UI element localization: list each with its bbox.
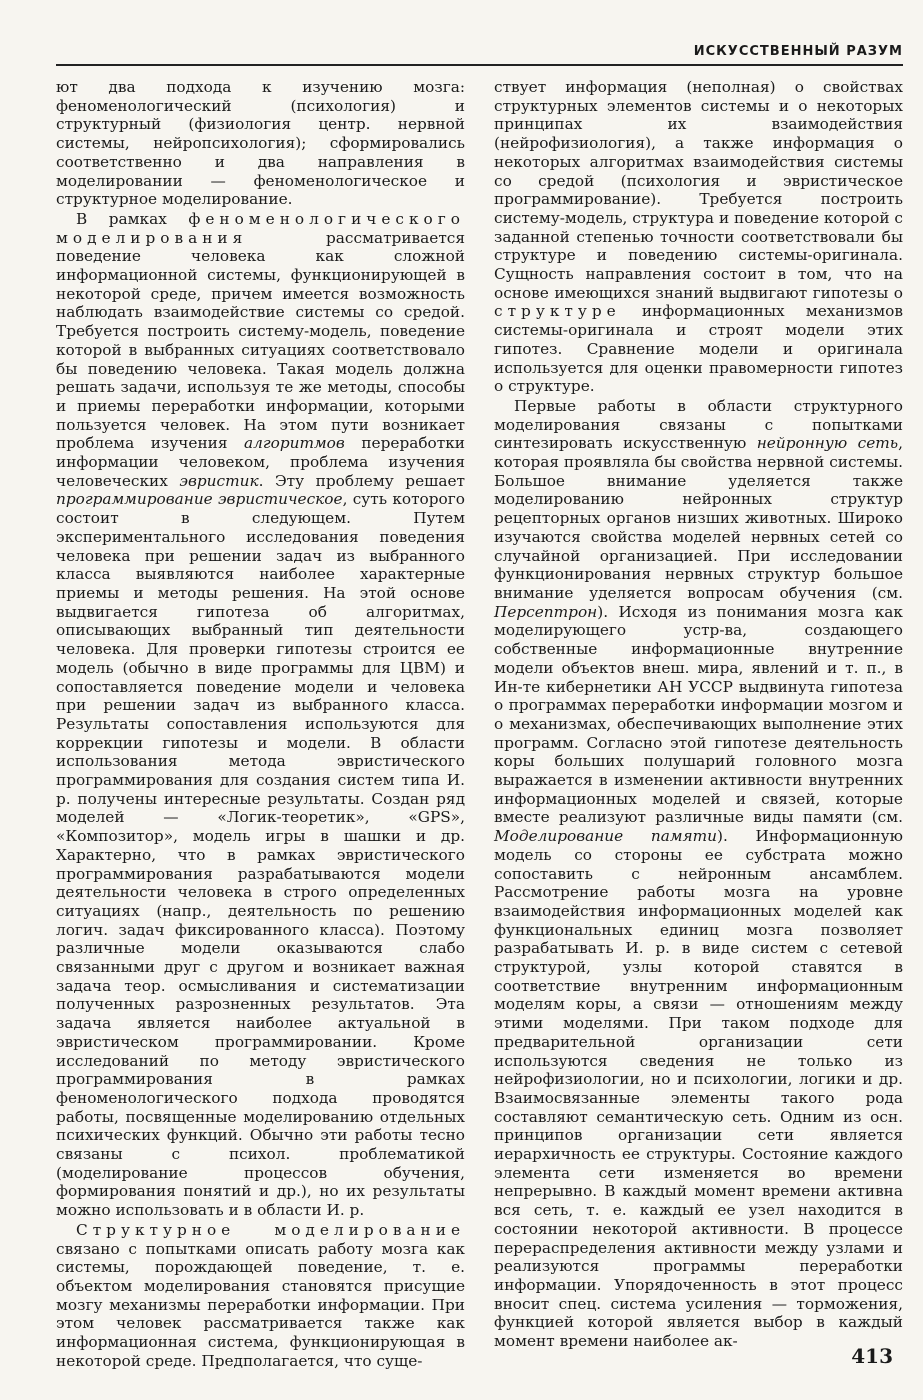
running-header: ИСКУССТВЕННЫЙ РАЗУМ xyxy=(693,44,903,59)
spaced-term: структуре xyxy=(494,302,621,321)
text-run: , суть которого состоит в следующем. Путем экспериментального исследования поведения человека при решении задач из выбранного класса выявляются наиболее характерные приемы и методы решения. На этой основе выдвигается гипотеза об алгоритмах, описывающих выбранный тип деятельности человека. Для проверки гипотезы строится ее модель (обычно в виде программы для ЦВМ) и сопоставляется поведение модели и человека при решении задач из выбранного класса. Результаты сопоставления используются для коррекции гипотезы и модели. В области использования метода эвристического программирования для создания систем типа И. р. получены интересные результаты. Создан ряд моделей — «Логик-теоретик», «GPS», «Композитор», модель игры в шашки и др. Характерно, что в рамках эвристического программирования разрабатываются модели деятельности человека в строго определенных ситуациях (напр., деятельность по решению логич. задач фиксированного класса). Поэтому различные модели оказываются слабо связанными друг с другом и возникает важная задача теор. осмысливания и систематизации полученных разрозненных результатов. Эта задача является наиболее актуальной в эвристическом программировании. Кроме исследований по методу эвристического программирования в рамках феноменологического подхода проводятся работы, посвященные моделированию отдельных психических функций. Обычно эти работы тесно связаны с психол. проблематикой (моделирование процессов обучения, формирования понятий и др.), но их результаты можно использовать и в области И. р. xyxy=(56,490,465,1220)
header-rule xyxy=(56,64,903,66)
text-run: связано с попытками описать работу мозга как системы, порождающей поведение, т. е. объектом моделирования становятся присущие мозгу механизмы переработки информации. При этом человек рассматривается также как информационная система, функционирующая в некоторой среде. Предполагается, что суще- xyxy=(56,1239,465,1370)
paragraph: ют два подхода к изучению мозга: феноменологический (психология) и структурный (физиология центр. нервной системы, нейропсихология); сформировались соответственно и два направления в моделировании — феноменологическое и структурное моделирование. xyxy=(56,78,465,209)
text-run: ). Информационную модель со стороны ее субстрата можно сопоставить с нейронным ансамблем. Рассмотрение работы мозга на уровне взаимодействия информационных моделей как функциональных единиц мозга позволяет разрабатывать И. р. в виде систем с сетевой структурой, узлы которой ставятся в соответствие внутренним информационным моделям коры, а связи — отношениям между этими моделями. При таком подходе для предварительной организации сети используются сведения не только из нейрофизиологии, но и психологии, логики и др. Взаимосвязанные элементы такого рода составляют семантическую сеть. Одним из осн. принципов организации сети является иерархичность ее структуры. Состояние каждого элемента сети изменяется во времени непрерывно. В каждый момент времени активна вся сеть, т. е. каждый ее узел находится в состоянии некоторой активности. В процессе перераспределения активности между узлами и реализуются программы переработки информации. Упорядоченность в этот процесс вносит спец. система усиления — торможения, функцией которой является выбор в каждый момент времени наиболее ак- xyxy=(494,827,903,1351)
italic-term: программирование эвристическое xyxy=(56,490,343,509)
text-run: Первые работы в области структурного моделирования связаны с попытками синтезировать искусственную xyxy=(494,396,903,453)
paragraph xyxy=(56,1221,465,1371)
spaced-term: феноменологического моделирования xyxy=(56,209,465,247)
text-run: В рамках xyxy=(76,209,189,228)
italic-term: Моделирование памяти xyxy=(494,827,718,846)
text-run: переработки информации человеком, проблема изучения человеческих xyxy=(56,434,465,490)
page-number: 413 xyxy=(851,1344,893,1368)
text-run: рассматривается поведение человека как сложной информационной системы, функционирующей в некоторой среде, причем имеется возможность наблюдать взаимодействие системы со средой. Требуется построить систему-модель, поведение которой в выбранных ситуациях соответствовало бы поведению человека. Такая модель должна решать задачи, используя те же методы, способы и приемы переработки информации, которыми пользуется человек. На этом пути возникает проблема изучения xyxy=(56,228,465,453)
italic-term: эвристик xyxy=(179,471,259,490)
paragraph xyxy=(494,397,903,1351)
paragraph xyxy=(56,210,465,1220)
text-run: информационных механизмов системы-оригинала и строят модели этих гипотез. Сравнение модели и оригинала используется для оценки правомерности гипотез о структуре. xyxy=(494,302,903,396)
text-run: . Эту проблему решает xyxy=(258,471,465,490)
italic-term: Персептрон xyxy=(494,602,598,621)
italic-term: алгоритмов xyxy=(244,434,345,453)
right-column xyxy=(494,78,903,1351)
text-run: ствует информация (неполная) о свойствах структурных элементов системы и о некоторых принципах их взаимодействия (нейрофизиология), а также информация о некоторых алгоритмах взаимодействия системы со средой (психология и эвристическое программирование). Требуется построить систему-модель, структура и поведение которой с заданной степенью точности соответствовали бы структуре и поведению системы-оригинала. Сущность направления состоит в том, что на основе имеющихся знаний выдвигают гипотезы о xyxy=(494,78,903,302)
left-column xyxy=(56,78,465,1371)
paragraph xyxy=(494,78,903,396)
text-run: ). Исходя из понимания мозга как моделирующего устр-ва, создающего собственные информационные внутренние модели объектов внеш. мира, явлений и т. п., в Ин-те кибернетики АН УССР выдвинута гипотеза о программах переработки информации мозгом и о механизмах, обеспечивающих выполнение этих программ. Согласно этой гипотезе деятельность коры больших полушарий головного мозга выражается в изменении активности внутренних информационных моделей и связей, которые вместе реализуют различные виды памяти (см. xyxy=(494,602,903,827)
italic-term: нейронную сеть xyxy=(756,434,899,453)
text-run: , которая проявляла бы свойства нервной системы. Большое внимание уделяется также моделированию нейронных структур рецепторных органов низших животных. Широко изучаются свойства моделей нервных сетей со случайной организацией. При исследовании функционирования нервных структур большое внимание уделяется вопросам обучения (см. xyxy=(494,434,903,602)
spaced-term: Структурное моделирование xyxy=(76,1220,465,1239)
